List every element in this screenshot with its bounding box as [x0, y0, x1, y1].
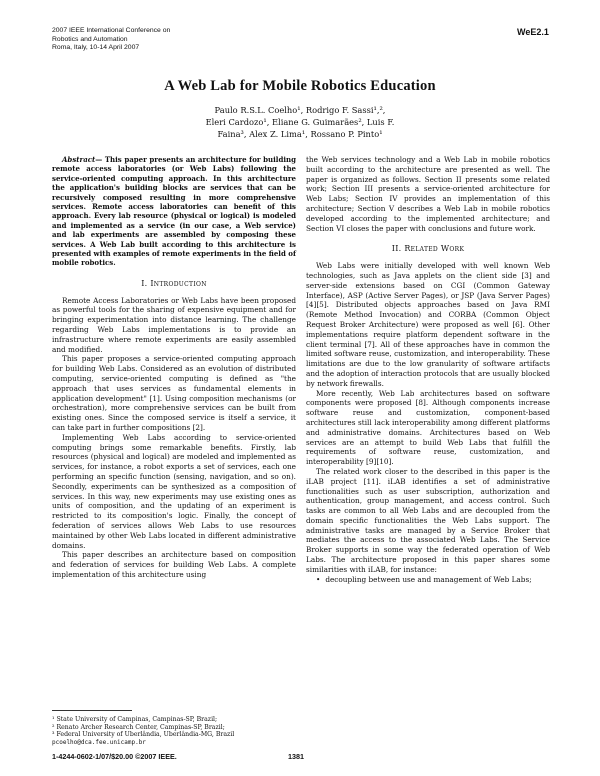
left-column	[52, 155, 296, 580]
session-tag: WeE2.1	[517, 27, 549, 37]
right-column	[306, 155, 550, 584]
intro-paragraph-3: Implementing Web Labs according to service-oriented computing brings some remarkable benefits. Firstly, lab resources (physical and logical) are modeled and implemented as services, for instance, a robot exports a set of services, each one performing an specific function (sensing, navigation, and so on). Secondly, experiments can be synthesized as a composition of services. In this way, new experiments may use existing ones as units of composition, and the updating of an experiment is restricted to its composition's logic. Finally, the concept of federation of services allows Web Labs to use resources maintained by other Web Labs located in different administrative domains.	[52, 432, 296, 550]
footnotes	[52, 716, 296, 746]
footnote-2: ² Renato Archer Research Center, Campinas-SP, Brazil;	[52, 723, 225, 731]
page-number: 1381	[288, 752, 304, 761]
section-2-heading: II. Related Work	[391, 244, 465, 254]
related-paragraph-1: Web Labs were initially developed with well known Web technologies, such as Java applets on the client side [3] and server-side extensions based on CGI (Common Gateway Interface), ASP (Active Server Pages), or JSP (Java Server Pages) [4][5]. Distributed objects approaches based on Java RMI (Remote Method Invocation) and CORBA (Common Object Request Broker Architecture) were proposed as well [6]. Other implementations require platform dependent software in the client terminal [7]. All of these approaches have in common the limited software reuse, customization, and interoperability. These limitations are due to the low granularity of software artifacts and the adoption of interaction protocols that are usually blocked by network firewalls.	[306, 261, 550, 388]
conference-header	[52, 27, 170, 53]
isbn-footer: 1-4244-0602-1/07/$20.00 ©2007 IEEE.	[52, 752, 177, 761]
conference-line-1: 2007 IEEE International Conference on	[52, 27, 171, 34]
abstract-text: — This paper presents an architecture for building remote access laboratories (or Web Labs) following the service-oriented computing approach. In this architecture the application's building blocks are services that can be recursively composed resulting in more comprehensive services. Remote access laboratories can benefit of this approach. Every lab resource (physical or logical) is modeled and implemented as a service (in our case, a Web service) and lab experiments are assembled by composing these services. A Web Lab built according to this architecture is presented with examples of remote experiments in the field of mobile robotics.	[52, 155, 296, 268]
intro-paragraph-1: Remote Access Laboratories or Web Labs have been proposed as powerful tools for the sharing of expensive equipment and for bringing experimentation into distance learning. The challenge regarding Web Labs implementations is to provide an infrastructure where remote experiments are easily assembled and modified.	[52, 295, 296, 354]
author-block	[150, 104, 450, 140]
related-paragraph-2: More recently, Web Lab architectures based on software components were proposed [8]. Although components increase software reuse and customization, component-based architectures still lack interoperability among different platforms and administrative domains. Architectures based on Web services are an attempt to build Web Labs that fulfill the requirements of software reuse, customization, and interoperability [9][10].	[306, 388, 550, 467]
list-item: • decoupling between use and management of Web Labs;	[316, 575, 550, 585]
intro-paragraph-2: This paper proposes a service-oriented computing approach for building Web Labs. Considered as an evolution of distributed computing, service-oriented computing is defined as "the approach that uses services as fundamental elements in application development" [1]. Using composition mechanisms (or orchestration), more comprehensive services can be built from existing ones. Since the composed service is itself a service, it can take part in further compositions [2].	[52, 354, 296, 433]
authors-line-2: Eleri Cardozo¹, Eliane G. Guimarães², Luis F.	[205, 117, 395, 127]
conference-line-2: Robotics and Automation	[52, 35, 128, 43]
section-1-heading: I. Introduction	[141, 278, 207, 288]
related-bullet-list	[306, 575, 550, 585]
abstract	[52, 155, 296, 268]
footnote-3: ³ Federal University of Uberlândia, Uberlândia-MG, Brazil	[52, 731, 235, 739]
related-paragraph-3: The related work closer to the described in this paper is the iLAB project [11]. iLAB identifies a set of administrative functionalities such as user subscription, authorization and authentication, group management, and access control. Such tasks are common to all Web Labs and are decoupled from the domain specific functionalities the Web Labs support. The administrative tasks are managed by a Service Broker that mediates the access to the associated Web Labs. The Service Broker supports in some way the federated operation of Web Labs. The architecture proposed in this paper shares some similarities with iLAB, for instance:	[306, 466, 550, 574]
paper-title: A Web Lab for Mobile Robotics Education	[164, 78, 436, 94]
contact-email[interactable]: pcoelho@dca.fee.unicamp.br	[52, 738, 146, 746]
intro-paragraph-4: This paper describes an architecture based on composition and federation of services for building Web Labs. A complete implementation of this architecture using	[52, 550, 296, 579]
footnote-rule	[52, 710, 132, 711]
abstract-label: Abstract	[62, 155, 96, 164]
conference-line-3: Roma, Italy, 10-14 April 2007	[52, 44, 140, 52]
authors-line-1: Paulo R.S.L. Coelho¹, Rodrigo F. Sassi¹,²,	[214, 105, 386, 115]
footnote-1: ¹ State University of Campinas, Campinas-SP, Brazil;	[52, 716, 218, 723]
intro-continuation: the Web services technology and a Web Lab in mobile robotics built according to the architecture are presented as well. The paper is organized as follows. Section II presents some related work; Section III presents a service-oriented architecture for Web Labs; Section IV provides an implementation of this architecture; Section V describes a Web Lab in mobile robotics developed according to the implemented architecture; and Section VI closes the paper with conclusions and future work.	[306, 155, 550, 233]
authors-line-3: Faina³, Alex Z. Lima¹, Rossano P. Pinto¹	[217, 129, 383, 139]
